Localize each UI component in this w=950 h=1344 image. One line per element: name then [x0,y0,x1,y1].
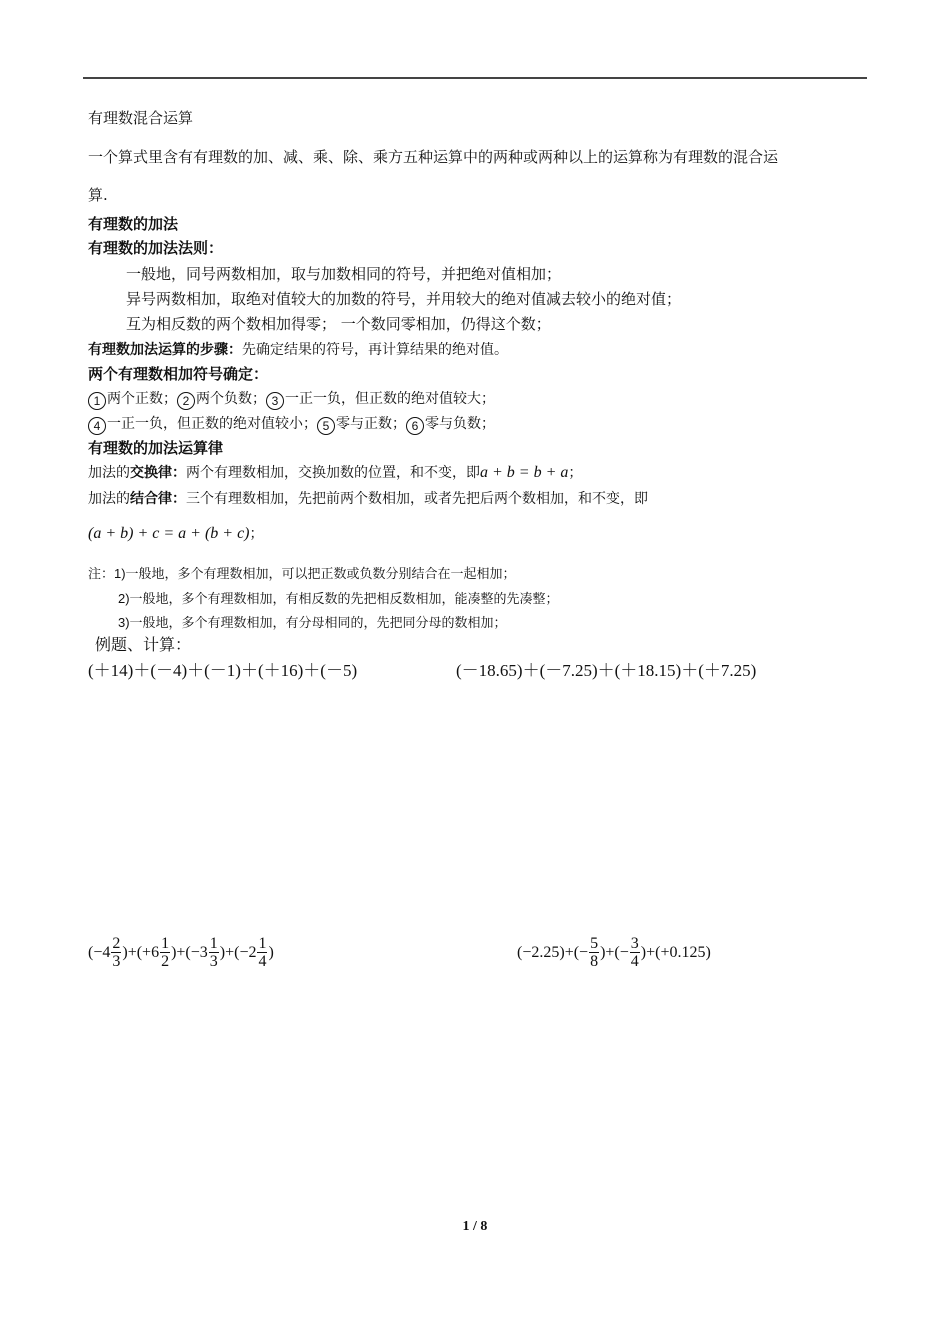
sign-cases-row-1 [88,389,495,410]
term: (−2.25) [517,943,565,961]
term-open: +(− [605,943,629,961]
header-rule [83,77,867,79]
case-text: 零与负数； [425,416,495,432]
associative-formula-line [88,524,264,544]
expression-4 [517,935,711,970]
intro-text-cont: 算. [88,186,108,204]
term-close: ) [171,943,177,961]
fraction [630,935,640,970]
fraction-numerator: 1 [258,935,267,952]
expression-2: (－18.65)＋(－7.25)＋(＋18.15)＋(＋7.25) [456,661,757,680]
fraction [257,935,267,970]
fraction-denominator: 8 [590,953,599,970]
case-number-badge: 4 [88,417,106,435]
term-open: (−4 [88,943,111,961]
fraction [209,935,219,970]
case-number-badge: 1 [88,392,106,410]
section-heading: 有理数的加法 [88,215,179,233]
fraction-numerator: 1 [209,935,218,952]
rule-same-sign: 一般地，同号两数相加，取与加数相同的符号，并把绝对值相加； [126,265,562,283]
law-end: ； [568,465,583,481]
rules-heading: 有理数的加法法则： [88,239,224,257]
case-number-badge: 3 [266,392,284,410]
fraction-denominator: 4 [630,953,639,970]
term-open: +(−3 [176,943,208,961]
term: +(+0.125) [646,943,711,961]
case-number-badge: 6 [406,417,424,435]
commutative-law [88,463,582,483]
note-3: 3)一般地，多个有理数相加，有分母相同的，先把同分母的数相加； [118,615,507,630]
note-1: 注：1)一般地，多个有理数相加，可以把正数或负数分别结合在一起相加； [88,566,516,581]
case-text: 两个正数； [107,391,177,407]
fraction-numerator: 3 [630,935,639,952]
rule-opposite-sign: 异号两数相加，取绝对值较大的加数的符号，并用较大的绝对值减去较小的绝对值； [126,290,682,308]
commutative-formula: a + b = b + a [480,464,569,481]
sign-cases-row-2 [88,414,495,435]
law-prefix: 加法的 [88,491,130,507]
term-close: ) [219,943,226,961]
fraction-denominator: 2 [161,953,170,970]
laws-heading: 有理数的加法运算律 [88,439,224,457]
law-name: 交换律： [130,465,186,481]
steps-label: 有理数加法运算的步骤： [88,342,242,358]
law-name: 结合律： [130,491,186,507]
intro-text: 一个算式里含有有理数的加、减、乘、除、乘方五种运算中的两种或两种以上的运算称为有理数的混合运 [88,148,779,166]
fraction-numerator: 2 [112,935,121,952]
law-text: 两个有理数相加，交换加数的位置，和不变，即 [186,465,480,481]
case-text: 一正一负，但正数的绝对值较小； [107,416,317,432]
rule-opposites-zero: 互为相反数的两个数相加得零； 一个数同零相加，仍得这个数； [126,315,551,333]
law-text: 三个有理数相加，先把前两个数相加，或者先把后两个数相加，和不变，即 [186,491,648,507]
term-open: +(−2 [225,943,257,961]
law-end: ； [249,526,264,542]
term-close: ) [268,943,274,961]
fraction [589,935,599,970]
case-text: 一正一负，但正数的绝对值较大； [285,391,495,407]
term-close: ) [122,943,128,961]
fraction-denominator: 3 [209,953,218,970]
expression-3 [88,935,274,970]
steps-line [88,340,508,360]
fraction-denominator: 4 [258,953,267,970]
steps-text: 先确定结果的符号，再计算结果的绝对值。 [242,342,508,358]
fraction-numerator: 5 [590,935,599,952]
fraction [111,935,121,970]
expression-1: (＋14)＋(－4)＋(－1)＋(＋16)＋(－5) [88,661,358,680]
case-text: 两个负数； [196,391,266,407]
case-number-badge: 5 [317,417,335,435]
page-number: 1 / 8 [462,1219,488,1234]
fraction-denominator: 3 [112,953,121,970]
term-open: +(+6 [127,943,160,961]
term-close: ) [640,943,647,961]
associative-law [88,489,648,509]
term-open: +(− [564,943,589,961]
case-number-badge: 2 [177,392,195,410]
note-2: 2)一般地，多个有理数相加，有相反数的先把相反数相加，能凑整的先凑整； [118,591,559,606]
page-title: 有理数混合运算 [88,109,194,127]
fraction [160,935,170,970]
fraction-numerator: 1 [161,935,170,952]
law-prefix: 加法的 [88,465,130,481]
example-label: 例题、计算： [95,635,192,654]
sign-heading: 两个有理数相加符号确定： [88,365,269,383]
case-text: 零与正数； [336,416,406,432]
associative-formula: (a + b) + c = a + (b + c) [88,525,250,542]
term-close: ) [600,943,606,961]
